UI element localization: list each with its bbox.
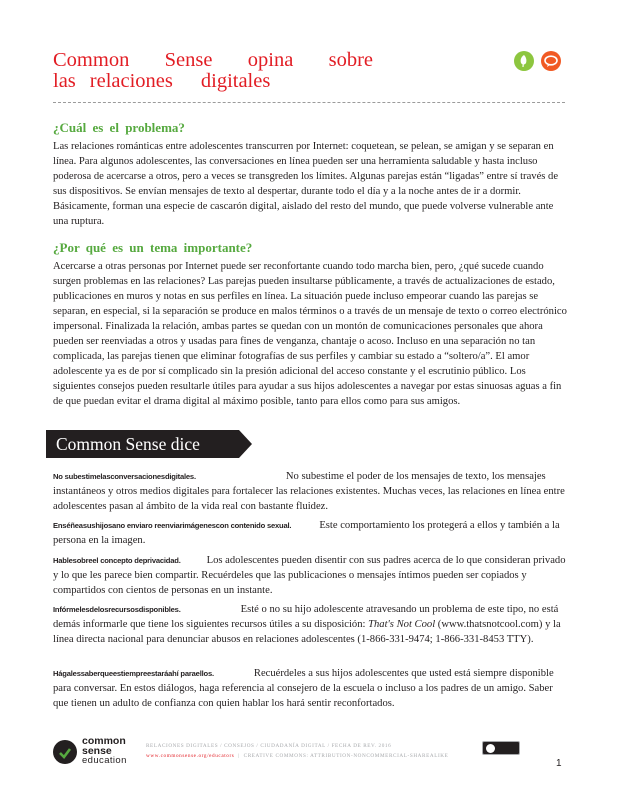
tip-body: Recuérdeles a sus hijos adolescentes que usted está siempre disponible para conversar. En estos diálogos, haga referencia al consejero de la escuela o incluso a los padres de un amigo. Saber que tienen un adulto de confianza con quien hablar los hará sentir reconfortados.	[53, 668, 554, 709]
footer-url[interactable]: www.commonsense.org/educators	[146, 753, 235, 759]
page-title	[53, 50, 373, 92]
title-word: las	[53, 70, 76, 92]
banner-label: Common Sense dice	[56, 434, 200, 454]
tip-lead: Hablesobreel concepto deprivacidad.	[53, 556, 181, 565]
logo-word: common	[82, 735, 126, 747]
logo-word: education	[82, 755, 127, 766]
tip-item	[53, 469, 568, 514]
speech-bubble-icon	[541, 51, 561, 71]
tip-lead: Hágalessaberqueestiempreestaráahí paraellos.	[53, 669, 214, 678]
page-number: 1	[556, 758, 562, 769]
title-word: relaciones	[89, 70, 173, 92]
title-word: Sense	[164, 49, 213, 71]
footer-license: CREATIVE COMMONS: ATTRIBUTION-NONCOMMERCIAL-SHAREALIKE	[243, 753, 449, 759]
leaf-icon	[514, 51, 534, 71]
common-sense-education-logo	[53, 735, 138, 770]
tip-lead: Enséñeasushijosano enviaro reenviarimágenescon contenido sexual.	[53, 521, 292, 530]
section-body-importance: Acercarse a otras personas por Internet puede ser reconfortante cuando todo marcha bien, pero, ¿qué sucede cuando surgen problemas en las relaciones? Las parejas pueden insultarse públicamente, a través de actualizaciones de estado, publicaciones en muros y notas en sus perfiles en línea. La situación puede incluso empeorar cuando las parejas se separan, en especial, si la separación se produce en malos términos o a través de un mensaje de texto o correo electrónico impersonal. Finalizada la relación, ambas partes se quedan con un montón de comunicaciones personales que ahora pueden ser reenviadas a otros y usadas para fines de venganza, chantaje o acoso. Incluso en una separación no tan complicada, las parejas tienen que eliminar fotografías de sus perfiles y cambiar su estado a “soltero/a”. El amor adolescente ya es de por sí complicado sin la presión adicional del acceso constante y el escrutinio público. Los siguientes consejos pueden resultarle útiles para ayudar a sus hijos adolescentes a navegar por estas sinuosas aguas a fin de que puedan evitar el drama digital al máximo posible, tanto para ellos como para sus amigos.	[53, 261, 567, 407]
title-word: digitales	[200, 70, 271, 92]
tip-body: No subestime el poder de los mensajes de texto, los mensajes instantáneos y otros medios digitales para fortalecer las relaciones existentes. Muchas veces, las relaciones en línea entre adolescentes pasan al ámbito de la vida real con bastante fluidez.	[53, 471, 565, 512]
creative-commons-icon	[482, 741, 520, 755]
tip-lead: Infórmelesdelosrecursosdisponibles.	[53, 605, 181, 614]
tip-italic-resource: That's Not Cool	[368, 619, 436, 630]
footer-meta: RELACIONES DIGITALES / CONSEJOS / CIUDADANÍA DIGITAL / FECHA DE REV. 2016 www.commonsense.org/educators | CREATIVE COMMONS: ATTRIBUTION-NONCOMMERCIAL-SHAREALIKE	[146, 743, 449, 759]
section-body-problem: Las relaciones románticas entre adolescentes transcurren por Internet: coquetean, se pelean, se amigan y se separan en línea. Para algunos adolescentes, las conversaciones en línea pueden ser una herramienta saludable y hasta incluso poderosa de acercarse a otros, pero a veces se transgreden los límites. Algunas parejas están “ligadas” entre sí través de sus dispositivos. Se envían mensajes de texto al despertar, durante todo el día y a la noche antes de ir a dormir. Básicamente, forman una especie de cascarón digital, aislado del resto del mundo, que puede volverse vulnerable ante una ruptura.	[53, 141, 559, 227]
check-logo-icon	[53, 740, 77, 764]
section-heading-importance: ¿Por qué es un tema importante?	[53, 240, 253, 255]
footer-meta-line: RELACIONES DIGITALES / CONSEJOS / CIUDADANÍA DIGITAL / FECHA DE REV. 2016	[146, 743, 392, 749]
common-sense-says-banner	[46, 430, 252, 458]
tip-item	[53, 553, 568, 598]
title-word: Common	[53, 49, 130, 71]
section-heading-problem: ¿Cuál es el problema?	[53, 120, 185, 135]
tip-body: (www.thatsnotcool.com) y la línea directa nacional para denunciar abusos en relaciones adolescentes (1-866-331-9474; 1-866-331-8453 TTY).	[53, 619, 561, 645]
title-word: opina	[247, 49, 294, 71]
tip-body: Este comportamiento los protegerá a ellos y también a la persona en la imagen.	[53, 520, 560, 546]
tip-item	[53, 518, 568, 548]
tip-body: Esté o no su hijo adolescente atravesando un problema de este tipo, no está demás informarle que tiene los siguientes recursos útiles a su disposición:	[53, 604, 559, 630]
title-word: sobre	[328, 49, 373, 71]
tip-item	[53, 602, 568, 647]
tip-lead: No subestimelasconversacionesdigitales.	[53, 472, 196, 481]
tip-body: Los adolescentes pueden disentir con sus padres acerca de lo que consideran privado y lo que les parece bien compartir. Recuérdeles que las publicaciones o mensajes íntimos pueden ser copiados y compartidos con cientos de personas en un instante.	[53, 555, 566, 596]
tip-item	[53, 666, 568, 711]
divider	[53, 102, 565, 103]
logo-word: sense	[82, 744, 112, 757]
